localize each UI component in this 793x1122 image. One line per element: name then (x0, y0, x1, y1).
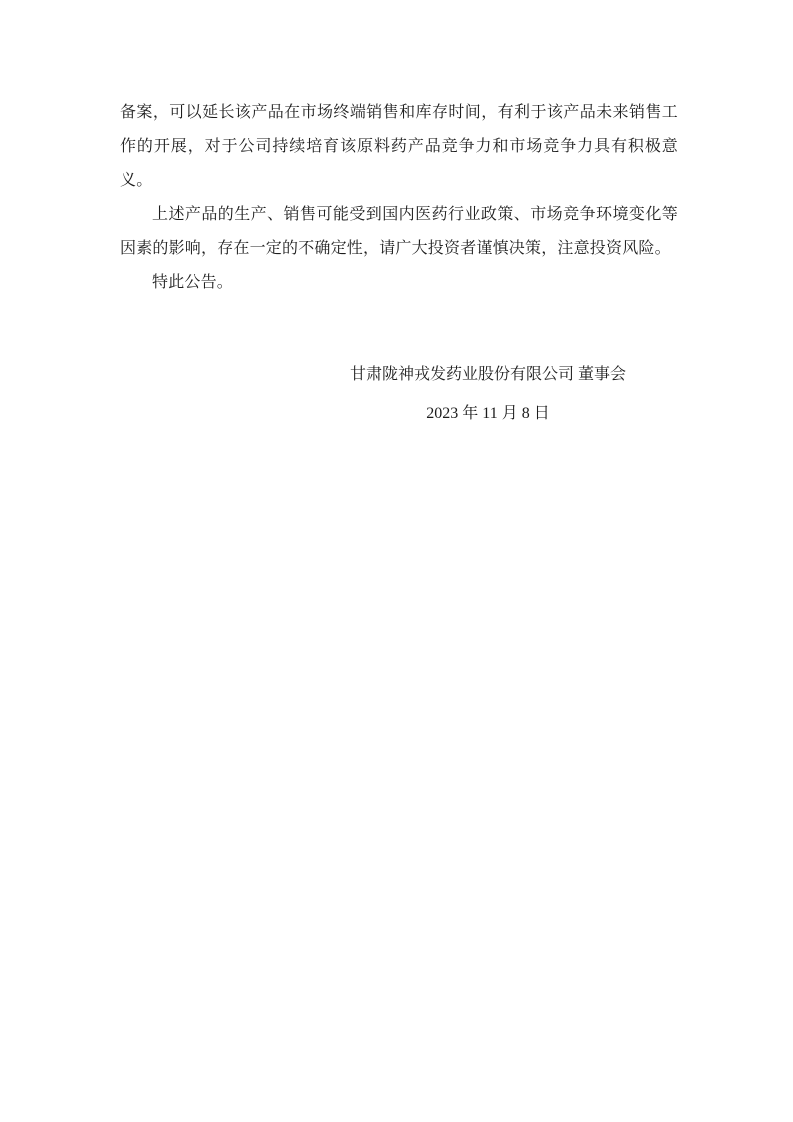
signature-block (350, 358, 626, 431)
body-paragraph-closing: 特此公告。 (152, 274, 234, 291)
body-paragraph-continuation: 备案，可以延长该产品在市场终端销售和库存时间，有利于该产品未来销售工作的开展，对于公司持续培育该原料药产品竞争力和市场竞争力具有积极意义。 (120, 104, 678, 189)
document-body (120, 96, 678, 431)
signature-company: 甘肃陇神戎发药业股份有限公司 董事会 (349, 366, 626, 383)
signature-date: 2023 年 11 月 8 日 (426, 405, 550, 422)
body-paragraph-risk-note: 上述产品的生产、销售可能受到国内医药行业政策、市场竞争环境变化等因素的影响，存在一定的不确定性，请广大投资者谨慎决策，注意投资风险。 (120, 206, 678, 257)
